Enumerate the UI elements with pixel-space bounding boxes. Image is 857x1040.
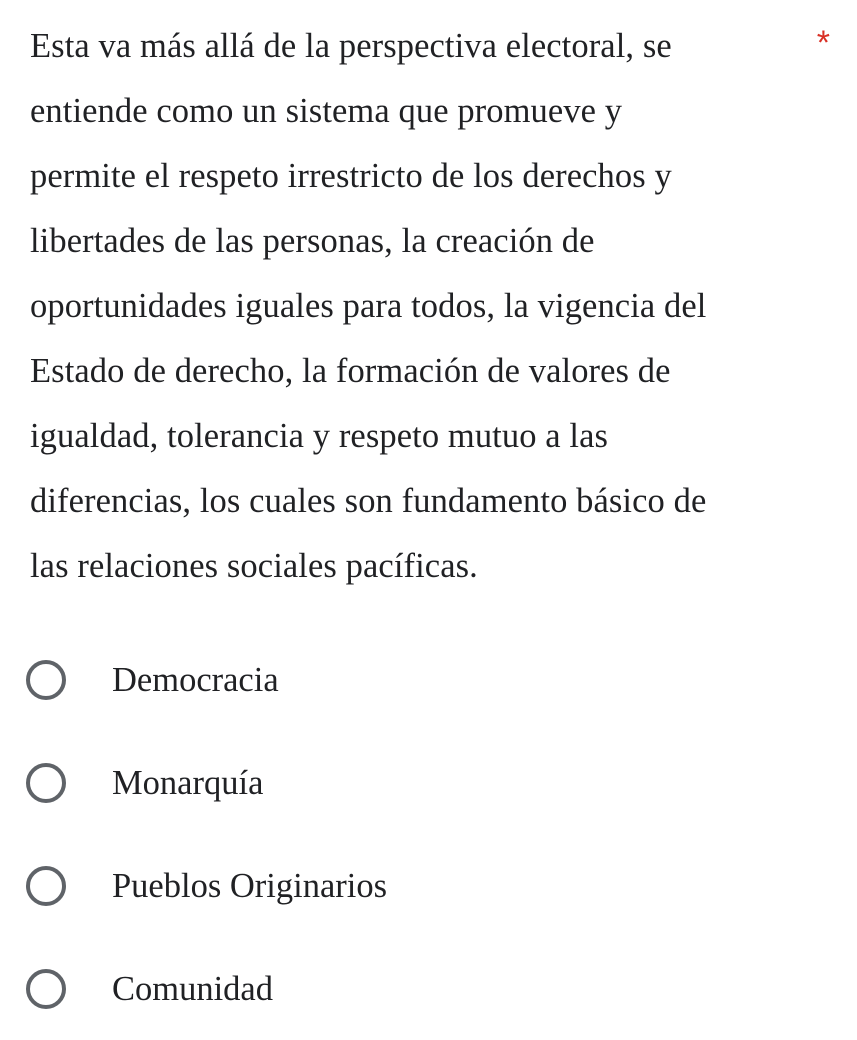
option-label: Democracia bbox=[112, 660, 279, 699]
radio-button[interactable] bbox=[26, 763, 66, 803]
question-text bbox=[30, 14, 830, 599]
option-monarquia[interactable] bbox=[26, 731, 826, 834]
question-line: Esta va más allá de la perspectiva electoral, se bbox=[30, 27, 672, 65]
option-label: Monarquía bbox=[112, 763, 264, 802]
question-line: igualdad, tolerancia y respeto mutuo a las bbox=[30, 417, 609, 455]
radio-button[interactable] bbox=[26, 866, 66, 906]
question-line: las relaciones sociales pacíficas. bbox=[30, 547, 478, 585]
question-line: libertades de las personas, la creación de bbox=[30, 222, 595, 260]
option-pueblos-originarios[interactable] bbox=[26, 834, 826, 937]
question-line: oportunidades iguales para todos, la vigencia del bbox=[30, 287, 707, 325]
radio-button[interactable] bbox=[26, 969, 66, 1009]
required-marker: * bbox=[816, 24, 830, 62]
option-comunidad[interactable] bbox=[26, 937, 826, 1040]
option-label: Comunidad bbox=[112, 969, 273, 1008]
radio-button[interactable] bbox=[26, 660, 66, 700]
option-democracia[interactable] bbox=[26, 628, 826, 731]
question-block bbox=[30, 14, 830, 599]
question-line: diferencias, los cuales son fundamento básico de bbox=[30, 482, 707, 520]
radio-group bbox=[26, 628, 826, 1040]
question-line: permite el respeto irrestricto de los derechos y bbox=[30, 157, 672, 195]
question-line: Estado de derecho, la formación de valores de bbox=[30, 352, 671, 390]
option-label: Pueblos Originarios bbox=[112, 866, 388, 905]
question-line: entiende como un sistema que promueve y bbox=[30, 92, 623, 130]
